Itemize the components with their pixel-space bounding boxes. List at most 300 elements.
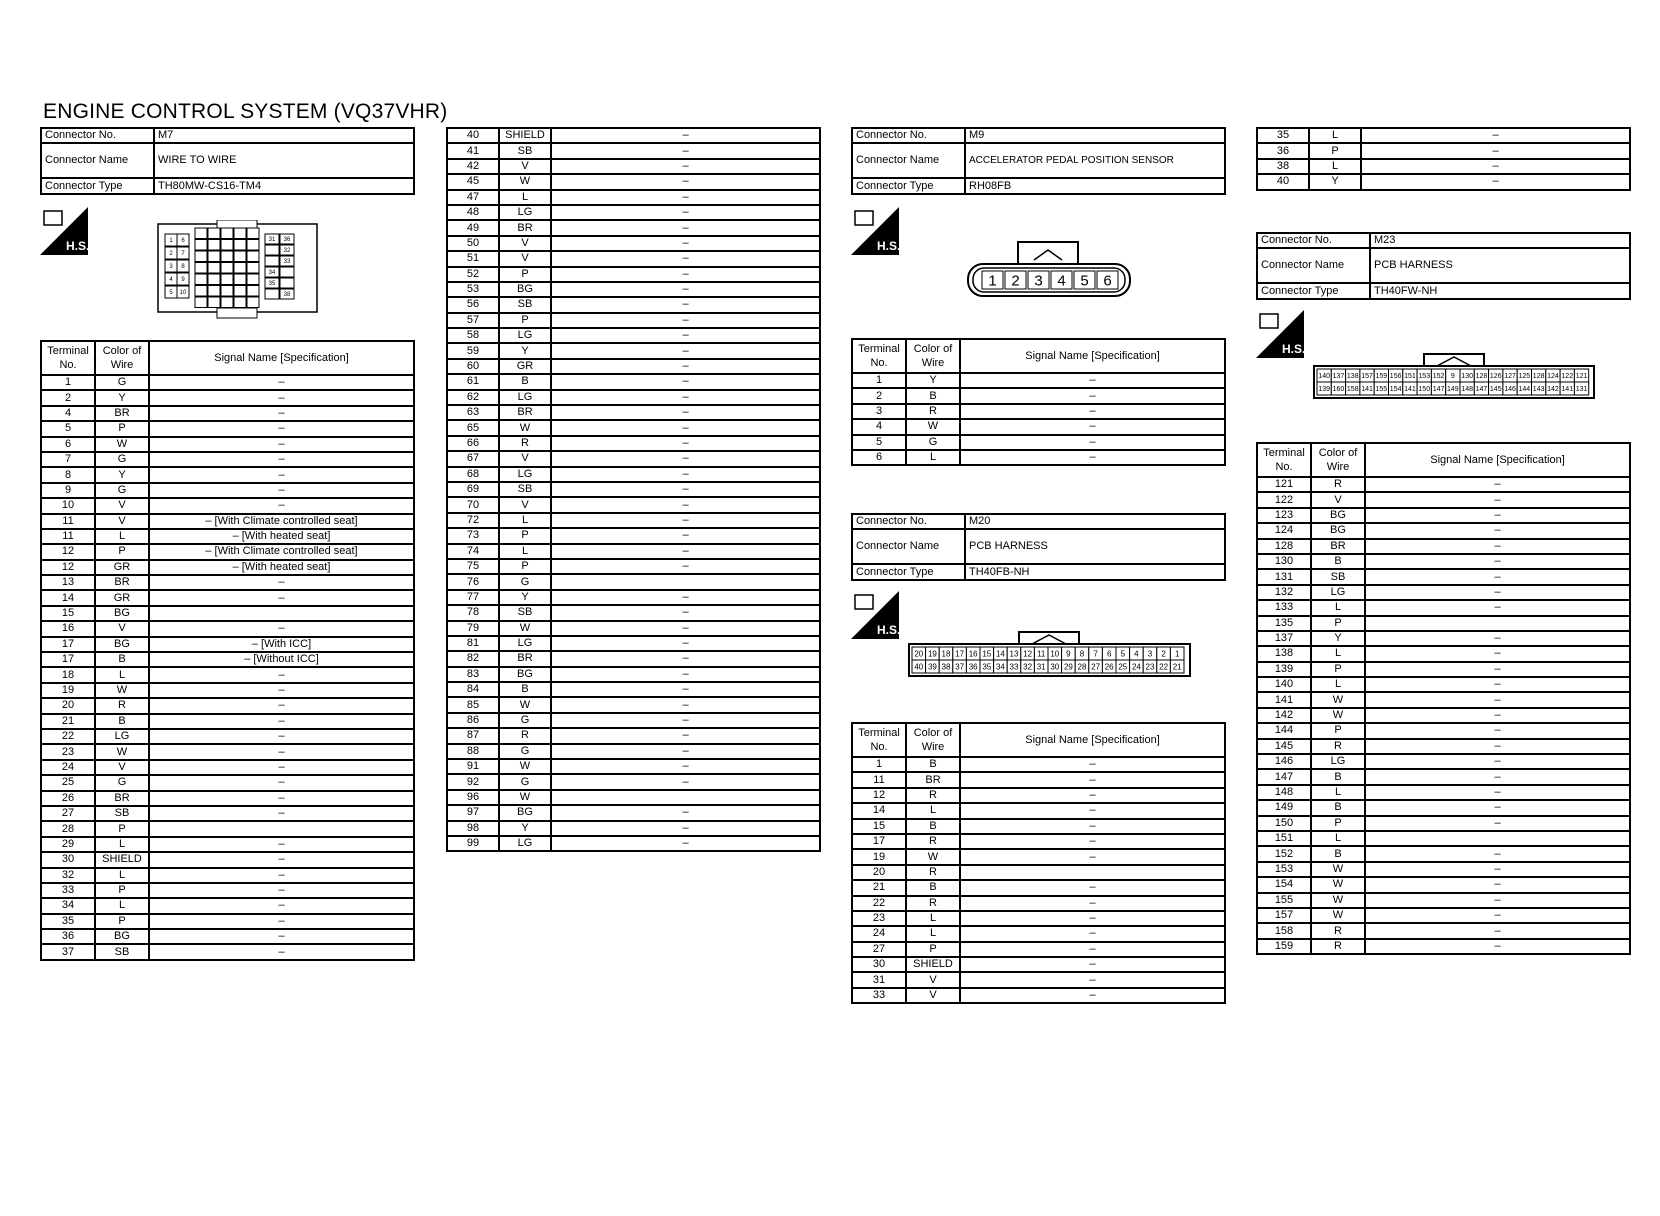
connector-type-value: TH40FW-NH xyxy=(1370,283,1630,298)
terminal-no-cell: 11 xyxy=(41,529,95,544)
terminal-no-cell: 35 xyxy=(41,914,95,929)
m23-pin-label: 139 xyxy=(1318,385,1330,393)
table-row xyxy=(447,682,820,697)
wire-color-cell: V xyxy=(95,498,149,513)
m23-pin-label: 158 xyxy=(1346,385,1359,393)
signal-name-cell: – xyxy=(960,942,1225,957)
wire-color-cell: R xyxy=(906,896,960,911)
signal-name-cell: – [With Climate controlled seat] xyxy=(149,544,414,559)
signal-name-cell: – xyxy=(551,420,820,435)
terminal-no-cell: 77 xyxy=(447,590,499,605)
wire-color-cell: BR xyxy=(499,220,551,235)
signal-name-cell: – xyxy=(551,713,820,728)
connector-no-label: Connector No. xyxy=(852,128,965,143)
table-row xyxy=(447,744,820,759)
m23-pin-label: 160 xyxy=(1332,385,1345,393)
signal-name-cell: – xyxy=(149,852,414,867)
m20-pin-label: 15 xyxy=(982,649,992,659)
terminal-no-cell: 52 xyxy=(447,267,499,282)
m20-pin-label: 26 xyxy=(1104,662,1114,672)
m7-pin-cavity xyxy=(247,297,259,308)
wire-color-cell: BR xyxy=(499,651,551,666)
signal-name-cell: – xyxy=(1365,800,1630,815)
m9-pin-label: 5 xyxy=(1080,272,1089,290)
wire-color-cell: B xyxy=(499,374,551,389)
connector-name-label: Connector Name xyxy=(852,143,965,178)
wire-color-cell: LG xyxy=(499,636,551,651)
m20-pin-label: 33 xyxy=(1009,662,1019,672)
terminal-no-cell: 29 xyxy=(41,837,95,852)
hs-harness-side-icon xyxy=(851,207,899,255)
wire-color-cell: L xyxy=(95,529,149,544)
m7-pin-cavity xyxy=(234,228,246,239)
terminal-no-cell: 157 xyxy=(1257,908,1311,923)
m7-pin-cavity xyxy=(280,278,294,288)
table-row xyxy=(852,926,1225,941)
m9-pin-label: 1 xyxy=(988,272,997,290)
table-row xyxy=(1257,174,1630,189)
wire-color-cell: P xyxy=(1311,662,1365,677)
signal-name-cell: – xyxy=(149,698,414,713)
table-row xyxy=(1257,128,1630,143)
table-row xyxy=(447,251,820,266)
m7-pin-cavity xyxy=(221,228,233,239)
wire-color-cell: V xyxy=(499,236,551,251)
wire-color-cell: W xyxy=(499,621,551,636)
m7-pin-label: 32 xyxy=(283,248,291,255)
m7-pin-cavity xyxy=(195,297,207,308)
terminal-no-cell: 148 xyxy=(1257,785,1311,800)
m20-pin-label: 22 xyxy=(1159,662,1169,672)
m7-pin-cavity xyxy=(234,263,246,274)
terminal-no-cell: 53 xyxy=(447,282,499,297)
wire-color-cell: L xyxy=(95,837,149,852)
m23-pin-label: 157 xyxy=(1361,372,1373,380)
table-row xyxy=(1257,908,1630,923)
connector-type-label: Connector Type xyxy=(1257,283,1370,298)
table-row xyxy=(1257,831,1630,846)
m23-pin-label: 137 xyxy=(1332,372,1345,380)
table-row xyxy=(852,772,1225,787)
signal-name-cell: – xyxy=(149,483,414,498)
wire-color-cell: G xyxy=(95,452,149,467)
table-row xyxy=(41,621,414,636)
signal-name-cell: – xyxy=(960,450,1225,465)
table-row xyxy=(447,236,820,251)
signal-name-cell: – xyxy=(960,819,1225,834)
table-row xyxy=(41,898,414,913)
signal-name-cell: – [With heated seat] xyxy=(149,529,414,544)
wire-color-cell: L xyxy=(499,544,551,559)
table-row xyxy=(447,559,820,574)
pin-table-m20-continued xyxy=(1256,127,1631,191)
wire-color-cell: R xyxy=(906,834,960,849)
m7-pin-cavity xyxy=(221,297,233,308)
table-row xyxy=(447,805,820,820)
terminal-no-cell: 23 xyxy=(41,744,95,759)
terminal-no-cell: 28 xyxy=(41,821,95,836)
pin-table-m7 xyxy=(40,340,415,961)
m7-pin-cavity xyxy=(265,256,279,266)
signal-name-cell: – xyxy=(1365,677,1630,692)
m23-pin-label: 152 xyxy=(1432,372,1445,380)
signal-name-cell: – xyxy=(149,714,414,729)
m7-pin-label: 8 xyxy=(181,264,185,271)
terminal-no-cell: 82 xyxy=(447,651,499,666)
signal-name-cell: – xyxy=(1365,477,1630,492)
signal-name-cell: – xyxy=(551,390,820,405)
signal-name-cell: – xyxy=(960,896,1225,911)
terminal-no-cell: 92 xyxy=(447,774,499,789)
signal-name-cell: – xyxy=(1361,174,1630,189)
wire-color-cell: BG xyxy=(95,637,149,652)
wire-color-cell: BG xyxy=(499,805,551,820)
terminal-no-cell: 11 xyxy=(41,514,95,529)
m20-pin-label: 32 xyxy=(1023,662,1033,672)
m23-pin-label: 148 xyxy=(1461,385,1473,393)
wire-color-cell: L xyxy=(95,667,149,682)
table-row xyxy=(1257,677,1630,692)
wire-color-cell: L xyxy=(1311,831,1365,846)
m23-pin-label: 146 xyxy=(1504,385,1516,393)
signal-name-cell: – xyxy=(1365,492,1630,507)
wire-color-cell: B xyxy=(906,757,960,772)
terminal-no-cell: 42 xyxy=(447,159,499,174)
m23-pin-label: 143 xyxy=(1532,385,1545,393)
wire-color-cell: R xyxy=(906,404,960,419)
m23-pin-label: 126 xyxy=(1489,372,1502,380)
pin-table-m9 xyxy=(851,338,1226,466)
wire-color-cell: R xyxy=(906,788,960,803)
wire-color-cell: L xyxy=(1309,159,1361,174)
terminal-no-cell: 147 xyxy=(1257,769,1311,784)
m7-pin-cavity xyxy=(247,228,259,239)
m20-pin-label: 14 xyxy=(995,649,1005,659)
wire-color-cell: V xyxy=(499,451,551,466)
wire-color-cell: W xyxy=(95,437,149,452)
signal-name-cell: – xyxy=(551,467,820,482)
signal-name-cell: – xyxy=(551,220,820,235)
terminal-no-cell: 21 xyxy=(41,714,95,729)
signal-name-cell: – xyxy=(149,575,414,590)
table-row xyxy=(41,775,414,790)
terminal-no-cell: 1 xyxy=(852,757,906,772)
signal-name-cell: – xyxy=(551,605,820,620)
m20-pin-label: 17 xyxy=(955,649,965,659)
terminal-no-cell: 22 xyxy=(852,896,906,911)
signal-name-cell: – xyxy=(1365,631,1630,646)
color-of-wire-header: Color of Wire xyxy=(95,341,149,375)
m7-pin-cavity xyxy=(234,240,246,251)
terminal-no-cell: 1 xyxy=(852,373,906,388)
signal-name-cell xyxy=(1365,616,1630,631)
hs-harness-side-icon xyxy=(1256,310,1304,358)
color-of-wire-header: Color of Wire xyxy=(1311,443,1365,477)
terminal-no-cell: 81 xyxy=(447,636,499,651)
terminal-no-cell: 88 xyxy=(447,744,499,759)
table-row xyxy=(41,375,414,390)
connector-type-label: Connector Type xyxy=(852,564,965,579)
table-row xyxy=(447,143,820,158)
terminal-no-cell: 133 xyxy=(1257,600,1311,615)
table-row xyxy=(41,667,414,682)
connector-no-value: M20 xyxy=(965,514,1225,529)
signal-name-cell: – xyxy=(551,528,820,543)
table-row xyxy=(447,790,820,805)
m20-pin-label: 37 xyxy=(955,662,965,672)
terminal-no-cell: 20 xyxy=(852,865,906,880)
table-row xyxy=(1257,692,1630,707)
wire-color-cell: V xyxy=(906,988,960,1003)
terminal-no-cell: 91 xyxy=(447,759,499,774)
wire-color-cell: W xyxy=(95,744,149,759)
terminal-no-cell: 14 xyxy=(41,590,95,605)
m7-pin-cavity xyxy=(208,240,220,251)
wire-color-cell: Y xyxy=(499,821,551,836)
terminal-no-cell: 49 xyxy=(447,220,499,235)
wire-color-cell: BG xyxy=(499,667,551,682)
m23-pin-label: 144 xyxy=(1518,385,1531,393)
signal-name-cell: – xyxy=(149,406,414,421)
terminal-no-cell: 31 xyxy=(852,972,906,987)
wire-color-cell: BR xyxy=(95,575,149,590)
table-row xyxy=(852,972,1225,987)
wire-color-cell: W xyxy=(95,683,149,698)
table-row xyxy=(1257,846,1630,861)
signal-name-cell: – xyxy=(960,772,1225,787)
signal-name-cell: – xyxy=(149,883,414,898)
hs-harness-side-icon xyxy=(40,207,88,255)
terminal-no-cell: 36 xyxy=(41,929,95,944)
signal-name-cell: – xyxy=(149,375,414,390)
signal-name-cell: – xyxy=(960,788,1225,803)
wire-color-cell: P xyxy=(95,883,149,898)
m20-pin-label: 18 xyxy=(941,649,951,659)
signal-name-cell: – xyxy=(149,590,414,605)
signal-name-cell: – xyxy=(960,419,1225,434)
terminal-no-cell: 151 xyxy=(1257,831,1311,846)
m7-pin-label: 4 xyxy=(169,277,173,284)
wire-color-cell: V xyxy=(499,497,551,512)
terminal-no-cell: 4 xyxy=(852,419,906,434)
table-row xyxy=(1257,477,1630,492)
table-row xyxy=(852,942,1225,957)
terminal-no-cell: 34 xyxy=(41,898,95,913)
table-row xyxy=(41,698,414,713)
connector-name-value: ACCELERATOR PEDAL POSITION SENSOR xyxy=(965,143,1225,178)
signal-name-cell: – xyxy=(551,651,820,666)
table-row xyxy=(41,821,414,836)
signal-name-cell: – xyxy=(551,744,820,759)
terminal-no-cell: 30 xyxy=(41,852,95,867)
pin-table-m7-continued xyxy=(446,127,821,852)
m23-pin-label: 9 xyxy=(1450,372,1455,380)
terminal-no-header: Terminal No. xyxy=(852,723,906,757)
pin-table-m20 xyxy=(851,722,1226,1004)
table-row xyxy=(41,683,414,698)
connector-type-value: TH40FB-NH xyxy=(965,564,1225,579)
signal-name-cell: – xyxy=(149,621,414,636)
signal-name-cell: – xyxy=(551,774,820,789)
signal-name-cell: – xyxy=(551,190,820,205)
wire-color-cell: W xyxy=(499,697,551,712)
wire-color-cell: R xyxy=(499,728,551,743)
terminal-no-cell: 124 xyxy=(1257,523,1311,538)
table-row xyxy=(447,728,820,743)
table-row xyxy=(447,821,820,836)
signal-name-cell: – [With heated seat] xyxy=(149,560,414,575)
wire-color-cell: L xyxy=(499,190,551,205)
connector-name-value: PCB HARNESS xyxy=(965,529,1225,564)
table-row xyxy=(1257,862,1630,877)
table-row xyxy=(447,513,820,528)
wire-color-cell: BR xyxy=(95,406,149,421)
signal-name-cell: – xyxy=(960,972,1225,987)
signal-name-cell xyxy=(551,574,820,589)
signal-name-cell: – xyxy=(960,880,1225,895)
table-row xyxy=(1257,662,1630,677)
table-row xyxy=(447,574,820,589)
connector-face-m9 xyxy=(966,240,1132,300)
signal-name-cell xyxy=(149,821,414,836)
signal-name-cell: – xyxy=(960,926,1225,941)
m20-pin-label: 3 xyxy=(1147,649,1153,659)
table-row xyxy=(852,388,1225,403)
signal-name-cell: – xyxy=(149,775,414,790)
table-row xyxy=(447,774,820,789)
terminal-no-cell: 27 xyxy=(41,806,95,821)
signal-name-cell: – xyxy=(149,806,414,821)
m7-pin-label: 2 xyxy=(169,251,173,258)
signal-name-cell: – xyxy=(1365,708,1630,723)
wire-color-cell: BR xyxy=(95,791,149,806)
connector-name-label: Connector Name xyxy=(852,529,965,564)
terminal-no-cell: 20 xyxy=(41,698,95,713)
terminal-no-cell: 85 xyxy=(447,697,499,712)
wire-color-cell: SHIELD xyxy=(95,852,149,867)
terminal-no-cell: 36 xyxy=(1257,143,1309,158)
terminal-no-cell: 57 xyxy=(447,313,499,328)
terminal-no-cell: 60 xyxy=(447,359,499,374)
wire-color-cell: BR xyxy=(499,405,551,420)
table-row xyxy=(447,374,820,389)
terminal-no-cell: 87 xyxy=(447,728,499,743)
m23-pin-label: 131 xyxy=(1575,385,1588,393)
table-row xyxy=(447,267,820,282)
signal-name-cell: – xyxy=(1365,739,1630,754)
terminal-no-cell: 5 xyxy=(41,421,95,436)
wire-color-cell: Y xyxy=(95,467,149,482)
color-of-wire-header: Color of Wire xyxy=(906,723,960,757)
terminal-no-cell: 7 xyxy=(41,452,95,467)
signal-name-cell: – xyxy=(551,343,820,358)
m23-pin-label: 149 xyxy=(1447,385,1459,393)
terminal-no-cell: 65 xyxy=(447,420,499,435)
table-row xyxy=(41,760,414,775)
table-row xyxy=(447,282,820,297)
table-row xyxy=(447,467,820,482)
m23-pin-label: 124 xyxy=(1547,372,1559,380)
signal-name-cell: – xyxy=(1365,554,1630,569)
terminal-no-cell: 96 xyxy=(447,790,499,805)
m23-pin-label: 128 xyxy=(1532,372,1545,380)
signal-name-cell: – xyxy=(551,328,820,343)
table-row xyxy=(447,390,820,405)
terminal-no-cell: 24 xyxy=(41,760,95,775)
table-row xyxy=(41,483,414,498)
terminal-no-cell: 10 xyxy=(41,498,95,513)
terminal-no-cell: 11 xyxy=(852,772,906,787)
m23-pin-label: 128 xyxy=(1475,372,1488,380)
terminal-no-cell: 78 xyxy=(447,605,499,620)
terminal-no-cell: 66 xyxy=(447,436,499,451)
signal-name-cell: – xyxy=(1365,692,1630,707)
m20-pin-label: 20 xyxy=(914,649,924,659)
terminal-no-cell: 41 xyxy=(447,143,499,158)
signal-name-header: Signal Name [Specification] xyxy=(149,341,414,375)
terminal-no-cell: 16 xyxy=(41,621,95,636)
wire-color-cell: BR xyxy=(1311,539,1365,554)
terminal-no-cell: 153 xyxy=(1257,862,1311,877)
table-row xyxy=(1257,159,1630,174)
table-row xyxy=(447,697,820,712)
wire-color-cell: P xyxy=(499,313,551,328)
m20-pin-label: 28 xyxy=(1077,662,1087,672)
wire-color-cell: V xyxy=(906,972,960,987)
wire-color-cell: B xyxy=(1311,769,1365,784)
wire-color-cell: L xyxy=(1311,600,1365,615)
signal-name-cell: – xyxy=(1365,585,1630,600)
wire-color-cell: W xyxy=(1311,877,1365,892)
table-row xyxy=(1257,923,1630,938)
signal-name-cell: – xyxy=(149,944,414,959)
wire-color-cell: P xyxy=(499,559,551,574)
signal-name-cell: – xyxy=(1361,159,1630,174)
terminal-no-cell: 19 xyxy=(852,849,906,864)
terminal-no-cell: 50 xyxy=(447,236,499,251)
terminal-no-cell: 79 xyxy=(447,621,499,636)
signal-name-cell: – xyxy=(551,544,820,559)
terminal-no-cell: 14 xyxy=(852,803,906,818)
terminal-no-cell: 135 xyxy=(1257,616,1311,631)
table-row xyxy=(41,883,414,898)
table-row xyxy=(1257,893,1630,908)
table-row xyxy=(1257,569,1630,584)
terminal-no-cell: 8 xyxy=(41,467,95,482)
wire-color-cell: G xyxy=(95,375,149,390)
wire-color-cell: G xyxy=(499,744,551,759)
signal-name-cell: – xyxy=(149,498,414,513)
terminal-no-cell: 33 xyxy=(41,883,95,898)
signal-name-cell: – xyxy=(551,359,820,374)
table-row xyxy=(1257,616,1630,631)
table-row xyxy=(41,437,414,452)
wire-color-cell: P xyxy=(95,821,149,836)
wire-color-cell: L xyxy=(906,911,960,926)
table-row xyxy=(447,190,820,205)
wire-color-cell: P xyxy=(95,544,149,559)
m7-pin-cavity xyxy=(247,263,259,274)
terminal-no-cell: 62 xyxy=(447,390,499,405)
signal-name-header: Signal Name [Specification] xyxy=(960,723,1225,757)
signal-name-cell: – xyxy=(149,467,414,482)
table-row xyxy=(1257,877,1630,892)
wire-color-cell: LG xyxy=(1311,585,1365,600)
signal-name-cell: – xyxy=(551,143,820,158)
terminal-no-cell: 30 xyxy=(852,957,906,972)
wire-color-cell: L xyxy=(906,803,960,818)
terminal-no-cell: 98 xyxy=(447,821,499,836)
